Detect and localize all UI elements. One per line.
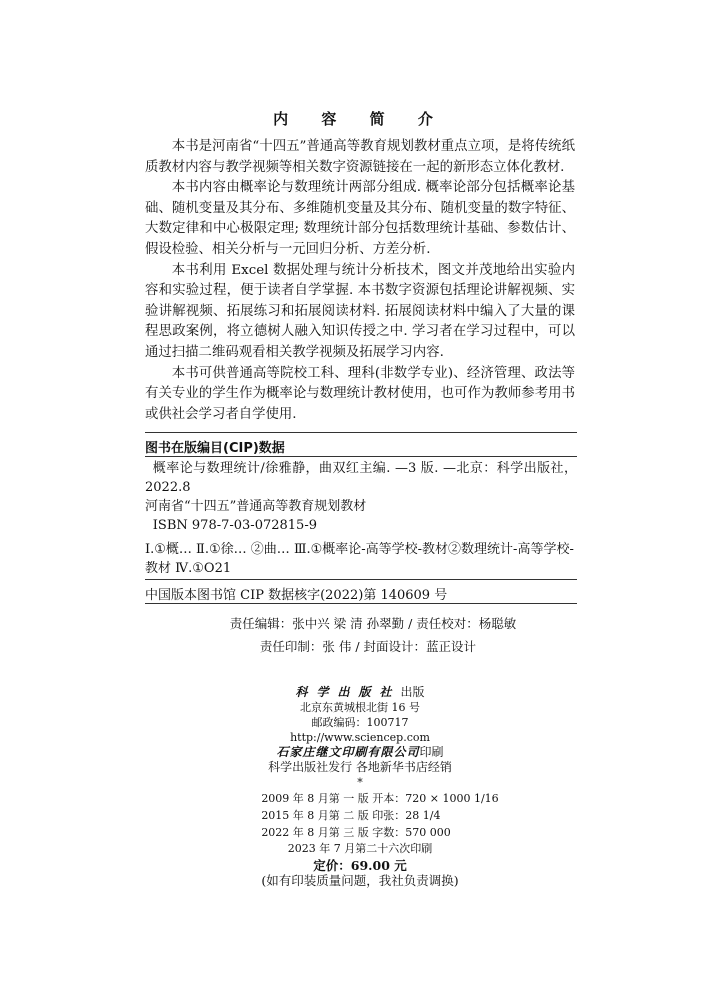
intro-paragraph: 本书内容由概率论与数理统计两部分组成. 概率论部分包括概率论基础、随机变量及其分布、多维随机变量及其分布、随机变量的数字特征、大数定律和中心极限定理; 数理统计部分包括数理统计基础、参数估计、假设检验、相关分析与一元回归分析、方差分析.	[145, 180, 575, 257]
cip-classification	[145, 540, 577, 578]
cip-classification-text: Ⅰ.①概… Ⅱ.①徐… ②曲… Ⅲ.①概率论-高等学校-教材②数理统计-高等学校-教材 Ⅳ.①O21	[145, 542, 574, 576]
cip-isbn: ISBN 978-7-03-072815-9	[152, 518, 317, 533]
printing-line: 2023 年 7 月第二十六次印刷	[287, 842, 433, 855]
staff-production: 责任印制：张 伟 / 封面设计：蓝正设计	[259, 639, 477, 654]
intro-paragraph: 本书是河南省“十四五”普通高等教育规划教材重点立项，是将传统纸质教材内容与教学视频等相关数字资源链接在一起的新形态立体化教材.	[145, 139, 575, 175]
cip-verification: 中国版本图书馆 CIP 数据核字(2022)第 140609 号	[145, 588, 448, 603]
cip-mid-rule	[145, 579, 577, 580]
printer-name: 石家庄继文印刷有限公司	[276, 745, 420, 759]
distribution-line: 科学出版社发行 各地新华书店经销	[268, 760, 452, 774]
publisher-suffix: 出版	[400, 685, 425, 699]
cip-heading-rule	[145, 456, 577, 457]
printer-line	[0, 745, 720, 760]
intro-body	[145, 137, 575, 425]
publisher-address: 北京东黄城根北街 16 号	[300, 701, 420, 714]
price: 定价：69.00 元	[313, 858, 407, 873]
edition-block	[261, 790, 498, 841]
publisher-postcode: 邮政编码：100717	[311, 716, 409, 729]
edition-line: 2015 年 8 月第 二 版 印张：28 1/4	[261, 809, 441, 822]
cip-title-line: 概率论与数理统计/徐雅静，曲双红主编. —3 版. —北京：科学出版社，2022.8	[145, 461, 577, 495]
colophon	[0, 685, 720, 888]
intro-paragraph: 本书可供普通高等院校工科、理科(非数学专业)、经济管理、政法等有关专业的学生作为概率论与数理统计教材使用，也可作为教师参考用书或供社会学习者自学使用.	[145, 365, 575, 422]
printer-suffix: 印刷	[419, 745, 444, 759]
edition-line: 2022 年 8 月第 三 版 字数：570 000	[261, 826, 451, 839]
intro-title: 内 容 简 介	[273, 110, 447, 128]
publisher-website: http://www.sciencep.com	[290, 731, 430, 744]
cip-series-line: 河南省“十四五”普通高等教育规划教材	[145, 499, 367, 514]
separator-star: *	[357, 776, 363, 789]
quality-notice: (如有印装质量问题，我社负责调换)	[261, 873, 459, 888]
intro-paragraph: 本书利用 Excel 数据处理与统计分析技术，图文并茂地给出实验内容和实验过程，便于读者自学掌握. 本书数字资源包括理论讲解视频、实验讲解视频、拓展练习和拓展阅读材料. 拓展阅读材料中编入了大量的课程思政案例，将立德树人融入知识传授之中. 学习者在学习过程中，可以通过扫描二维码观看相关教学视频及拓展学习内容.	[145, 262, 575, 360]
staff-editors: 责任编辑：张中兴 梁 清 孙翠勤 / 责任校对：杨聪敏	[229, 616, 517, 631]
publisher-line	[0, 685, 720, 700]
edition-line: 2009 年 8 月第 一 版 开本：720 × 1000 1/16	[261, 792, 499, 805]
cip-bottom-rule	[145, 603, 577, 604]
publisher-name: 科学出版社	[295, 685, 401, 699]
cip-record	[145, 459, 577, 535]
cip-heading: 图书在版编目(CIP)数据	[145, 441, 285, 456]
cip-top-rule	[145, 432, 577, 433]
